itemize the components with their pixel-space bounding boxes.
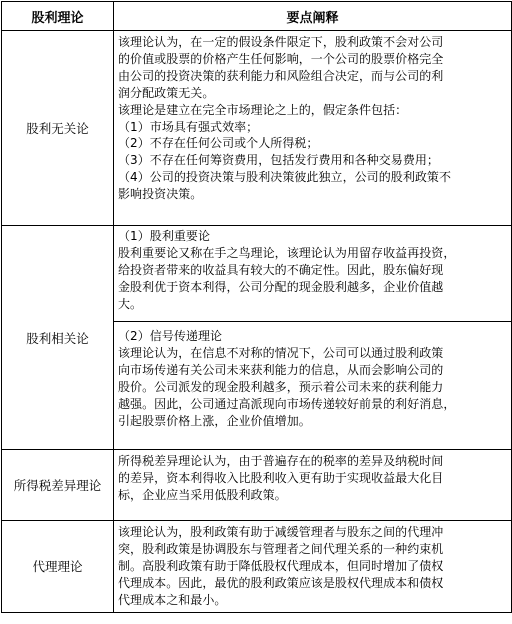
theory-name: 股利无关论 (2, 31, 114, 226)
dividend-theory-table (1, 1, 512, 613)
header-explanation: 要点阐释 (114, 2, 512, 31)
text-line: 标，企业应当采用低股利政策。 (118, 487, 287, 502)
table-row (2, 31, 512, 226)
text-line: （4）公司的投资决策与股利决策彼此独立，公司的股利政策不 (118, 170, 452, 185)
text-line: 给投资者带来的收益具有较大的不确定性。因此，股东偏好现 (118, 262, 444, 277)
text-line: 引起股票价格上涨，企业价值增加。 (118, 413, 311, 428)
text-line: 影响投资决策。 (118, 187, 203, 202)
text-line: 金股利优于资本利得，公司分配的现金股利越多，企业价值越 (118, 279, 444, 294)
text-line: 制。高股利政策有助于降低股权代理成本，但同时增加了债权 (118, 558, 444, 573)
text-line: （1）股利重要论 (118, 229, 211, 243)
text-line: 的价值或股票的价格产生任何影响，一个公司的股票价格完全 (118, 51, 444, 66)
text-line: 该理论认为，股利政策有助于减缓管理者与股东之间的代理冲 (118, 525, 444, 539)
theory-explanation (114, 450, 512, 521)
theory-explanation (114, 521, 512, 613)
text-line: 的差异，资本利得收入比股利收入更有助于实现收益最大化目 (118, 470, 444, 485)
text-line: 该理论认为，在信息不对称的情况下，公司可以通过股利政策 (118, 345, 444, 360)
theory-name: 所得税差异理论 (2, 450, 114, 521)
text-line: 大。 (118, 296, 143, 311)
table-row (2, 450, 512, 521)
text-line: （2）不存在任何公司或个人所得税； (118, 136, 319, 151)
text-line: （1）市场具有强式效率； (118, 119, 259, 134)
text-line: 由公司的投资决策的获利能力和风险组合决定，而与公司的利 (118, 68, 444, 83)
text-line: 代理成本。因此，最优的股利政策应该是股权代理成本和债权 (118, 575, 444, 590)
text-line: 代理成本之和最小。 (118, 592, 227, 607)
header-theory: 股利理论 (2, 2, 114, 31)
text-line: （3）不存在任何筹资费用，包括发行费用和各种交易费用； (118, 153, 439, 168)
text-line: 股利重要论又称在手之鸟理论，该理论认为用留存收益再投资， (118, 245, 456, 260)
text-line: 该理论是建立在完全市场理论之上的，假定条件包括： (118, 102, 408, 117)
theory-explanation (114, 322, 512, 450)
text-line: 股价。公司派发的现金股利越多，预示着公司未来的获利能力 (118, 379, 444, 394)
text-line: 润分配政策无关。 (118, 85, 215, 100)
text-line: 突，股利政策是协调股东与管理者之间代理关系的一种约束机 (118, 541, 444, 556)
theory-name: 股利相关论 (2, 226, 114, 450)
text-line: （2）信号传递理论 (118, 329, 223, 343)
theory-explanation (114, 31, 512, 226)
theory-name: 代理理论 (2, 521, 114, 613)
table-row (2, 226, 512, 322)
text-line: 越强。因此，公司通过高派现向市场传递较好前景的利好消息， (118, 396, 456, 411)
text-line: 该理论认为，在一定的假设条件限定下，股利政策不会对公司 (118, 35, 444, 49)
table-row (2, 521, 512, 613)
theory-explanation (114, 226, 512, 322)
text-line: 所得税差异理论认为，由于普遍存在的税率的差异及纳税时间 (118, 454, 444, 468)
text-line: 向市场传递有关公司未来获利能力的信息，从而会影响公司的 (118, 362, 444, 377)
table-header-row (2, 2, 512, 31)
